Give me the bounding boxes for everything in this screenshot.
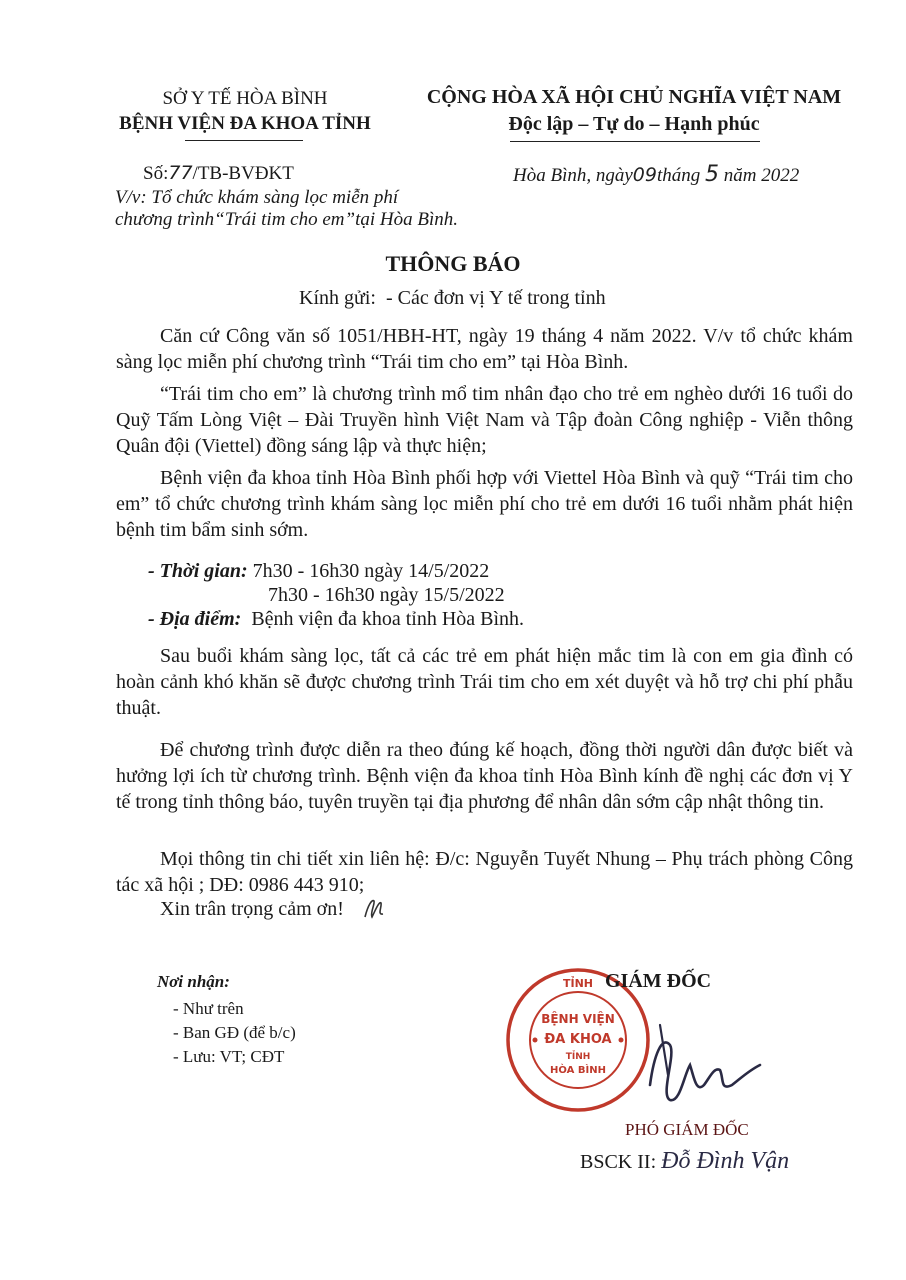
- document-title: THÔNG BÁO: [385, 251, 521, 276]
- stamp-text-1: BỆNH VIỆN: [541, 1012, 615, 1026]
- handwritten-day: 09: [632, 164, 657, 186]
- time-line-1: - Thời gian: 7h30 - 16h30 ngày 14/5/2022: [148, 560, 490, 582]
- paragraph-support: Sau buổi khám sàng lọc, tất cả các trẻ em phát hiện mắc tim là con em gia đình có hoàn cảnh khó khăn sẽ được chương trình Trái tim cho em xét duyệt và hỗ trợ chi phí phẫu thuật.: [116, 645, 853, 719]
- recipient-item: - Lưu: VT; CĐT: [173, 1047, 285, 1066]
- document-date: Hòa Bình, ngày09tháng 5 năm 2022: [513, 162, 800, 187]
- agency-name: SỞ Y TẾ HÒA BÌNH: [162, 88, 328, 109]
- paragraph-program: “Trái tim cho em” là chương trình mổ tim nhân đạo cho trẻ em nghèo dưới 16 tuổi do Quỹ Tấm Lòng Việt – Đài Truyền hình Việt Nam và Tập đoàn Công nghiệp - Viễn thông Quân đội (Viettel) đồng sáng lập và thực hiện;: [116, 383, 853, 457]
- header-right-underline: [510, 141, 760, 142]
- place-line: - Địa điểm: Bệnh viện đa khoa tỉnh Hòa Bình.: [148, 608, 525, 630]
- document-number: Số:77/TB-BVĐKT: [143, 162, 294, 184]
- stamp-text-2: ĐA KHOA: [544, 1032, 612, 1047]
- signer-name: BSCK II: Đỗ Đình Vận: [580, 1148, 790, 1174]
- national-motto: Độc lập – Tự do – Hạnh phúc: [508, 113, 760, 135]
- time-line-2: 7h30 - 16h30 ngày 15/5/2022: [268, 584, 505, 606]
- paragraph-cooperation: Bệnh viện đa khoa tỉnh Hòa Bình phối hợp với Viettel Hòa Bình và quỹ “Trái tim cho em” tổ chức chương trình khám sàng lọc miễn phí cho trẻ em dưới 16 tuổi nhằm phát hiện bệnh tim bẩm sinh sớm.: [116, 467, 853, 541]
- stamp-text-top: TỈNH: [562, 977, 594, 990]
- recipient-item: - Ban GĐ (để b/c): [173, 1023, 296, 1042]
- subject-line-1: V/v: Tổ chức khám sàng lọc miễn phí: [115, 187, 399, 208]
- signature-scribble-icon: [640, 1015, 770, 1115]
- handwritten-month: 5: [705, 162, 720, 187]
- header-left-underline: [185, 140, 303, 141]
- stamp-text-3: TỈNH: [565, 1052, 591, 1062]
- subject-line-2: chương trình“Trái tim cho em”tại Hòa Bình.: [115, 209, 458, 230]
- salutation: Kính gửi: - Các đơn vị Y tế trong tỉnh: [299, 287, 606, 309]
- thanks-line: Xin trân trọng cảm ơn!: [160, 898, 344, 920]
- director-title: GIÁM ĐỐC: [605, 970, 712, 992]
- recipient-item: - Như trên: [173, 999, 244, 1018]
- stamp-text-4: HÒA BÌNH: [550, 1065, 606, 1076]
- recipients-heading: Nơi nhận:: [157, 972, 230, 991]
- deputy-director-title: PHÓ GIÁM ĐỐC: [625, 1120, 749, 1139]
- paragraph-request: Để chương trình được diễn ra theo đúng kế hoạch, đồng thời người dân được biết và hưởng lợi ích từ chương trình. Bệnh viện đa khoa tỉnh Hòa Bình kính đề nghị các đơn vị Y tế trong tỉnh thông báo, tuyên truyền tại địa phương để nhân dân sớm cập nhật thông tin.: [116, 739, 853, 813]
- paragraph-contact: Mọi thông tin chi tiết xin liên hệ: Đ/c: Nguyễn Tuyết Nhung – Phụ trách phòng Công tác xã hội ; DĐ: 0986 443 910;: [116, 848, 853, 896]
- handwritten-number: 77: [168, 162, 193, 184]
- paragraph-basis: Căn cứ Công văn số 1051/HBH-HT, ngày 19 tháng 4 năm 2022. V/v tổ chức khám sàng lọc miễn phí chương trình “Trái tim cho em” tại Hòa Bình.: [116, 325, 853, 373]
- republic-name: CỘNG HÒA XÃ HỘI CHỦ NGHĨA VIỆT NAM: [426, 86, 842, 108]
- hospital-name: BỆNH VIỆN ĐA KHOA TỈNH: [119, 113, 371, 134]
- handwritten-initial-icon: [362, 895, 386, 921]
